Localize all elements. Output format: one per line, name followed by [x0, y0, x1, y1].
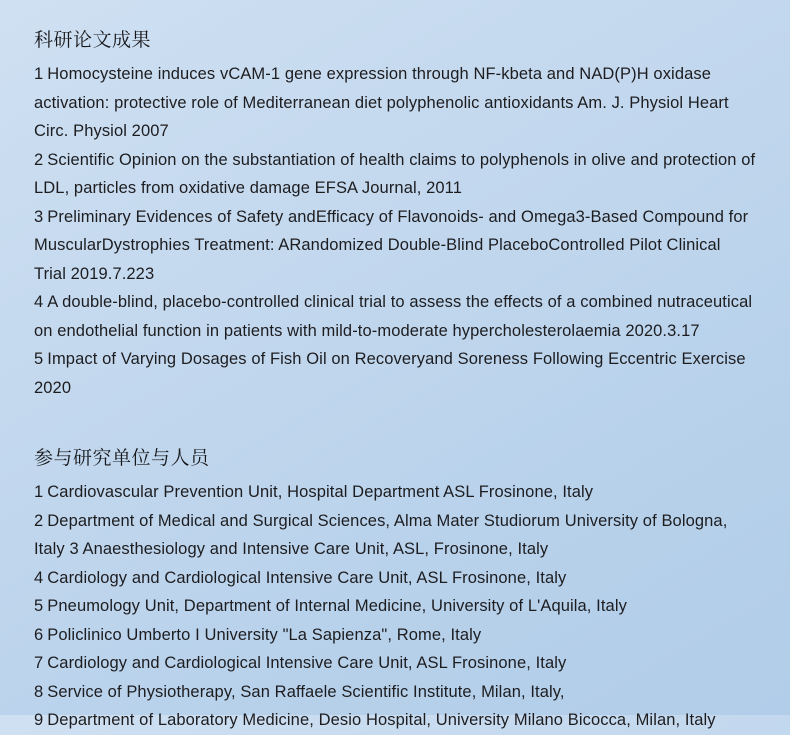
list-item — [34, 478, 756, 507]
list-item-number: 6 — [34, 625, 44, 644]
list-item-text: Cardiology and Cardiological Intensive Care Unit, ASL Frosinone, Italy — [47, 654, 567, 672]
list-item-text: Department of Laboratory Medicine, Desio Hospital, University Milano Bicocca, Milan, Italy — [47, 711, 716, 729]
list-item-number: 1 — [34, 65, 44, 83]
list-item — [34, 203, 756, 289]
list-item-number: 7 — [34, 654, 44, 672]
section-research-papers — [34, 26, 756, 402]
list-item-text: A double-blind, placebo-controlled clinical trial to assess the effects of a combined nutraceutical on endothelial function in patients with mild-to-moderate hypercholesterolaemia 2020.3.17 — [34, 293, 753, 340]
list-item-text: Scientific Opinion on the substantiation of health claims to polyphenols in olive and protection of LDL, particles from oxidative damage EFSA Journal, 2011 — [34, 150, 756, 197]
list-item-text: Preliminary Evidences of Safety andEfficacy of Flavonoids- and Omega3-Based Compound for MuscularDystrophies Treatment: ARandomized Double-Blind PlaceboControlled Pilot Clinical Trial 2019.7.223 — [34, 207, 749, 283]
list-item-number: 5 — [34, 597, 44, 615]
list-item — [34, 146, 756, 203]
section-title-research-papers: 科研论文成果 — [34, 30, 152, 51]
list-item — [34, 592, 756, 621]
list-item — [34, 507, 756, 564]
list-item-text: Cardiology and Cardiological Intensive Care Unit, ASL Frosinone, Italy — [47, 568, 567, 587]
list-item-number: 8 — [34, 682, 44, 701]
list-item — [34, 60, 756, 146]
list-item-number: 4 — [34, 568, 44, 587]
participating-units-list — [34, 478, 756, 735]
list-item — [34, 706, 756, 735]
list-item — [34, 288, 756, 345]
list-item-number: 2 — [34, 150, 44, 169]
list-item-text: Homocysteine induces vCAM-1 gene expression through NF-kbeta and NAD(P)H oxidase activation: protective role of Mediterranean diet polyphenolic antioxidants Am. J. Physiol Heart Circ. Physiol 2007 — [34, 65, 729, 140]
list-item — [34, 678, 756, 707]
section-participating-units — [34, 444, 756, 735]
list-item-number: 9 — [34, 711, 44, 729]
list-item-number: 1 — [34, 483, 44, 501]
list-item-text: Impact of Varying Dosages of Fish Oil on Recoveryand Soreness Following Eccentric Exercise 2020 — [34, 350, 746, 397]
list-item-number: 4 — [34, 293, 44, 311]
list-item-text: Service of Physiotherapy, San Raffaele Scientific Institute, Milan, Italy, — [47, 682, 565, 701]
research-papers-list — [34, 60, 756, 402]
list-item — [34, 621, 756, 650]
list-item — [34, 564, 756, 593]
list-item-text: Policlinico Umberto I University "La Sapienza", Rome, Italy — [47, 625, 482, 644]
list-item-number: 2 — [34, 511, 44, 530]
list-item — [34, 649, 756, 678]
list-item-text: Cardiovascular Prevention Unit, Hospital Department ASL Frosinone, Italy — [47, 483, 594, 501]
list-item-number: 3 — [34, 207, 44, 226]
section-title-participating-units: 参与研究单位与人员 — [34, 448, 210, 469]
list-item — [34, 345, 756, 402]
list-item-text: Department of Medical and Surgical Sciences, Alma Mater Studiorum University of Bologna, Italy 3 Anaesthesiology and Intensive Care Unit, ASL, Frosinone, Italy — [34, 511, 728, 558]
list-item-text: Pneumology Unit, Department of Internal Medicine, University of L'Aquila, Italy — [47, 597, 627, 615]
list-item-number: 5 — [34, 350, 44, 368]
